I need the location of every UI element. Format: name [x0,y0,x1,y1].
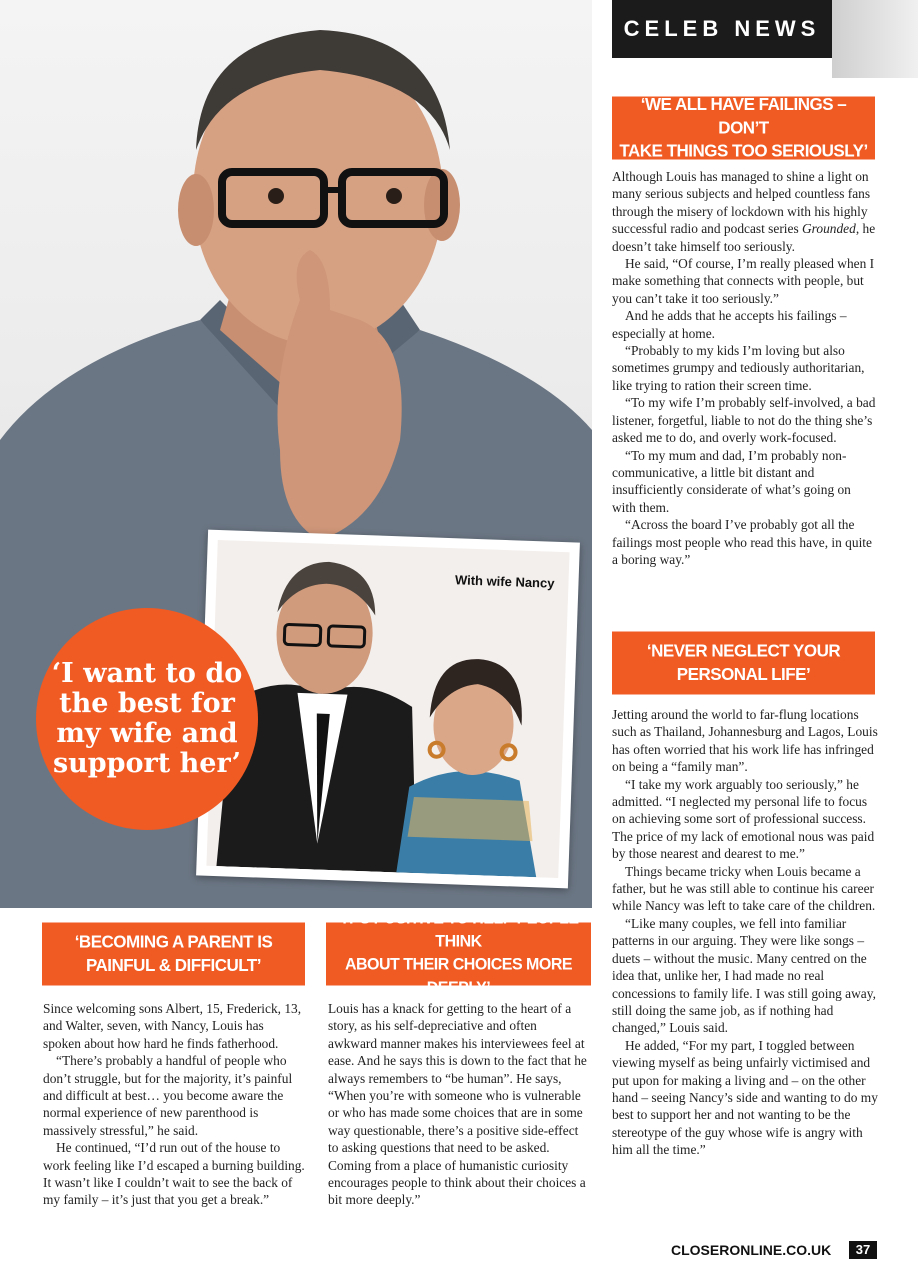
positive-body [328,1000,588,1209]
personal-para-4: “Like many couples, we fell into familiar patterns in our arguing. They were like songs – duets – without the music. Many centred on the idea that, unlike her, I had made no real concessions to family life. I was still going away, still doing the same job, as if nothing had changed,” Louis said. [612,915,876,1036]
couple-illustration [206,540,569,878]
failings-para-6: “To my mum and dad, I’m probably non-communicative, a little bit distant and insufficiently considerate of what’s going on with them. [612,447,851,515]
failings-para-7: “Across the board I’ve probably got all the failings most people who read this have, in quite a boring way.” [612,517,872,567]
parent-body [43,1000,305,1209]
heading-failings-line2: TAKE THINGS TOO SERIOUSLY’ [619,140,868,161]
heading-personal-life [612,632,875,695]
page-number: 37 [849,1241,877,1259]
inset-caption: With wife Nancy [454,572,555,591]
failings-para-4: “Probably to my kids I’m loving but also sometimes grumpy and tediously authoritarian, like trying to ration their screen time. [612,343,865,393]
footer-site: CLOSERONLINE.CO.UK [671,1242,832,1258]
grounded-title: Grounded [802,221,856,237]
heading-failings-line1: ‘WE ALL HAVE FAILINGS – DON’T [640,94,847,138]
failings-para-2: He said, “Of course, I’m really pleased when I make something that connects with people, but you can’t take it too seriously.” [612,256,875,306]
parent-para-3: He continued, “I’d run out of the house to work feeling like I’d escaped a burning building. It wasn’t like I couldn’t wait to see the back of my family – it’s just that you get a break.” [43,1140,305,1208]
heading-parent [42,923,305,986]
inset-photo [206,540,569,878]
personal-life-body [612,706,878,1159]
heading-positive [326,909,591,998]
header-strip [832,0,918,78]
heading-personal-line1: ‘NEVER NEGLECT YOUR [646,640,841,661]
section-label: CELEB NEWS [612,0,832,58]
personal-para-3: Things became tricky when Louis became a father, but he was still able to continue his career while Nancy was left to take care of the children. [612,863,876,914]
heading-positive-line2: ABOUT THEIR CHOICES MORE DEEPLY’ [344,956,573,998]
personal-para-5: He added, “For my part, I toggled between viewing myself as being unfairly victimised and put upon for making a living and – on the other hand – seeing Nancy’s side and wanting to do my best to support her and not wanting to be the stereotype of the guy whose wife is angry with him all the time.” [612,1037,878,1158]
positive-para-1: Louis has a knack for getting to the heart of a story, as his self-depreciative and often awkward manner makes his interviewees feel at ease. And he says this is down to the fact that he always remembers to “be human”. He says, “When you’re with someone who is vulnerable or who has made some choices that are in some way questionable, there’s a positive side-effect to asking questions that need to be asked. Coming from a place of humanistic curiosity encourages people to think about their choices a bit more deeply.” [328,1001,587,1208]
parent-para-2: “There’s probably a handful of people who don’t struggle, but for the majority, it’s painful and difficult at best… you become aware the normal experience of new parenthood is massively stressful,” he said. [43,1053,293,1138]
failings-para-5: “To my wife I’m probably self-involved, a bad listener, forgetful, liable to not do the thing she’s asked me to do, and overly work-focused. [612,395,876,446]
failings-para-1: Although Louis has managed to shine a light on many serious subjects and helped countless fans through the misery of lockdown with his highly successful radio and podcast series Grounded, he doesn’t take himself too seriously. [612,169,876,254]
failings-para-3: And he adds that he accepts his failings – especially at home. [612,308,847,341]
heading-parent-line1: ‘BECOMING A PARENT IS [74,931,273,952]
heading-parent-line2: PAINFUL & DIFFICULT’ [85,955,262,975]
personal-para-1: Jetting around the world to far-flung locations such as Thailand, Johannesburg and Lagos, Louis has often worried that his work life has infringed on being a “family man”. [612,707,878,775]
heading-personal-line2: PERSONAL LIFE’ [676,664,811,684]
personal-para-2: “I take my work arguably too seriously,” he admitted. “I neglected my personal life to focus on achieving some sort of professional success. The price of my lack of emotional nous was paid by those nearest and dearest to me.” [612,776,875,862]
pull-quote-text: ‘I want to do the best for my wife and support her’ [51,658,243,779]
pull-quote-circle [36,608,258,830]
parent-para-1: Since welcoming sons Albert, 15, Frederick, 13, and Walter, seven, with Nancy, Louis has spoken about how hard he finds fatherhood. [43,1001,302,1051]
failings-body [612,168,878,568]
heading-failings [612,94,875,161]
heading-positive-line1: ‘IT’S POSITIVE TO HELP PEOPLE THINK [338,909,579,951]
